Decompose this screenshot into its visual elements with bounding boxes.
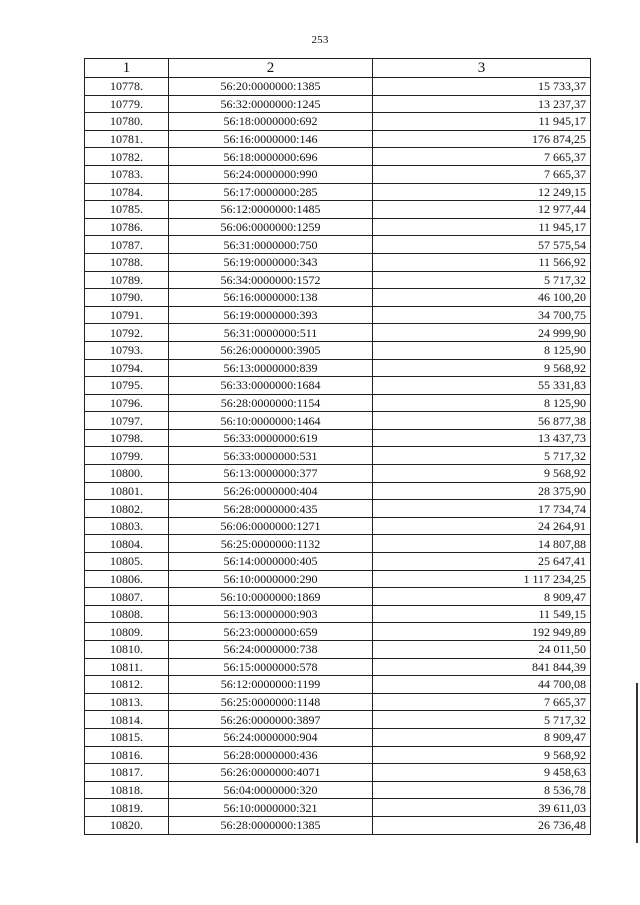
value-cell: 841 844,39 — [373, 658, 591, 676]
cadastral-number-cell: 56:26:0000000:404 — [169, 482, 373, 500]
cadastral-number-cell: 56:33:0000000:531 — [169, 447, 373, 465]
row-number-cell: 10778. — [85, 78, 169, 96]
table-row — [85, 130, 591, 148]
cadastral-number-cell: 56:10:0000000:290 — [169, 570, 373, 588]
row-number-cell: 10789. — [85, 271, 169, 289]
value-cell: 55 331,83 — [373, 377, 591, 395]
table-row — [85, 623, 591, 641]
cadastral-number-cell: 56:24:0000000:990 — [169, 165, 373, 183]
table-row — [85, 377, 591, 395]
row-number-cell: 10811. — [85, 658, 169, 676]
row-number-cell: 10805. — [85, 553, 169, 571]
table-row — [85, 183, 591, 201]
table-row — [85, 429, 591, 447]
value-cell: 9 568,92 — [373, 746, 591, 764]
row-number-cell: 10781. — [85, 130, 169, 148]
value-cell: 8 536,78 — [373, 781, 591, 799]
cadastral-number-cell: 56:17:0000000:285 — [169, 183, 373, 201]
table-row — [85, 728, 591, 746]
row-number-cell: 10785. — [85, 201, 169, 219]
cadastral-number-cell: 56:14:0000000:405 — [169, 553, 373, 571]
cadastral-number-cell: 56:10:0000000:321 — [169, 799, 373, 817]
row-number-cell: 10794. — [85, 359, 169, 377]
row-number-cell: 10795. — [85, 377, 169, 395]
value-cell: 8 125,90 — [373, 394, 591, 412]
row-number-cell: 10792. — [85, 324, 169, 342]
row-number-cell: 10788. — [85, 253, 169, 271]
value-cell: 9 568,92 — [373, 359, 591, 377]
row-number-cell: 10818. — [85, 781, 169, 799]
value-cell: 5 717,32 — [373, 447, 591, 465]
table-row — [85, 570, 591, 588]
cadastral-number-cell: 56:31:0000000:750 — [169, 236, 373, 254]
table-row — [85, 799, 591, 817]
cadastral-number-cell: 56:18:0000000:692 — [169, 113, 373, 131]
value-cell: 28 375,90 — [373, 482, 591, 500]
cadastral-number-cell: 56:13:0000000:377 — [169, 465, 373, 483]
cadastral-number-cell: 56:12:0000000:1485 — [169, 201, 373, 219]
column-header-2: 2 — [169, 59, 373, 78]
table-row — [85, 165, 591, 183]
value-cell: 15 733,37 — [373, 78, 591, 96]
value-cell: 11 549,15 — [373, 605, 591, 623]
row-number-cell: 10808. — [85, 605, 169, 623]
cadastral-number-cell: 56:15:0000000:578 — [169, 658, 373, 676]
table-row — [85, 412, 591, 430]
value-cell: 44 700,08 — [373, 676, 591, 694]
table-row — [85, 289, 591, 307]
row-number-cell: 10816. — [85, 746, 169, 764]
table-row — [85, 517, 591, 535]
table-row — [85, 253, 591, 271]
row-number-cell: 10813. — [85, 693, 169, 711]
row-number-cell: 10783. — [85, 165, 169, 183]
row-number-cell: 10787. — [85, 236, 169, 254]
cadastral-number-cell: 56:06:0000000:1271 — [169, 517, 373, 535]
row-number-cell: 10812. — [85, 676, 169, 694]
row-number-cell: 10810. — [85, 641, 169, 659]
row-number-cell: 10791. — [85, 306, 169, 324]
value-cell: 5 717,32 — [373, 711, 591, 729]
table-row — [85, 588, 591, 606]
row-number-cell: 10799. — [85, 447, 169, 465]
cadastral-number-cell: 56:25:0000000:1148 — [169, 693, 373, 711]
column-header-3: 3 — [373, 59, 591, 78]
table-row — [85, 465, 591, 483]
value-cell: 46 100,20 — [373, 289, 591, 307]
cadastral-number-cell: 56:31:0000000:511 — [169, 324, 373, 342]
cadastral-number-cell: 56:28:0000000:436 — [169, 746, 373, 764]
cadastral-number-cell: 56:28:0000000:1154 — [169, 394, 373, 412]
row-number-cell: 10809. — [85, 623, 169, 641]
table-row — [85, 95, 591, 113]
row-number-cell: 10796. — [85, 394, 169, 412]
row-number-cell: 10779. — [85, 95, 169, 113]
table-row — [85, 78, 591, 96]
cadastral-number-cell: 56:28:0000000:1385 — [169, 816, 373, 834]
row-number-cell: 10806. — [85, 570, 169, 588]
row-number-cell: 10803. — [85, 517, 169, 535]
value-cell: 39 611,03 — [373, 799, 591, 817]
value-cell: 11 945,17 — [373, 113, 591, 131]
table-row — [85, 324, 591, 342]
value-cell: 24 011,50 — [373, 641, 591, 659]
cadastral-number-cell: 56:28:0000000:435 — [169, 500, 373, 518]
value-cell: 9 458,63 — [373, 764, 591, 782]
table-header — [85, 59, 591, 78]
value-cell: 24 999,90 — [373, 324, 591, 342]
cadastral-value-table — [84, 58, 591, 835]
value-cell: 17 734,74 — [373, 500, 591, 518]
value-cell: 7 665,37 — [373, 148, 591, 166]
table-row — [85, 236, 591, 254]
row-number-cell: 10793. — [85, 341, 169, 359]
cadastral-number-cell: 56:33:0000000:1684 — [169, 377, 373, 395]
value-cell: 24 264,91 — [373, 517, 591, 535]
value-cell: 7 665,37 — [373, 693, 591, 711]
table-row — [85, 218, 591, 236]
value-cell: 11 566,92 — [373, 253, 591, 271]
value-cell: 8 909,47 — [373, 728, 591, 746]
table-row — [85, 676, 591, 694]
cadastral-number-cell: 56:24:0000000:904 — [169, 728, 373, 746]
value-cell: 57 575,54 — [373, 236, 591, 254]
value-cell: 12 249,15 — [373, 183, 591, 201]
table-row — [85, 271, 591, 289]
row-number-cell: 10790. — [85, 289, 169, 307]
value-cell: 8 125,90 — [373, 341, 591, 359]
row-number-cell: 10817. — [85, 764, 169, 782]
header-row — [85, 59, 591, 78]
table-row — [85, 781, 591, 799]
table-row — [85, 359, 591, 377]
cadastral-number-cell: 56:10:0000000:1464 — [169, 412, 373, 430]
value-cell: 8 909,47 — [373, 588, 591, 606]
table-row — [85, 306, 591, 324]
cadastral-number-cell: 56:10:0000000:1869 — [169, 588, 373, 606]
table-row — [85, 535, 591, 553]
value-cell: 7 665,37 — [373, 165, 591, 183]
cadastral-number-cell: 56:06:0000000:1259 — [169, 218, 373, 236]
row-number-cell: 10800. — [85, 465, 169, 483]
table-row — [85, 711, 591, 729]
cadastral-number-cell: 56:16:0000000:146 — [169, 130, 373, 148]
cadastral-number-cell: 56:19:0000000:393 — [169, 306, 373, 324]
value-cell: 13 437,73 — [373, 429, 591, 447]
cadastral-number-cell: 56:20:0000000:1385 — [169, 78, 373, 96]
value-cell: 13 237,37 — [373, 95, 591, 113]
cadastral-number-cell: 56:26:0000000:3905 — [169, 341, 373, 359]
table-row — [85, 482, 591, 500]
value-cell: 26 736,48 — [373, 816, 591, 834]
value-cell: 56 877,38 — [373, 412, 591, 430]
table-row — [85, 641, 591, 659]
table-row — [85, 113, 591, 131]
value-cell: 5 717,32 — [373, 271, 591, 289]
row-number-cell: 10784. — [85, 183, 169, 201]
value-cell: 34 700,75 — [373, 306, 591, 324]
table-row — [85, 341, 591, 359]
row-number-cell: 10807. — [85, 588, 169, 606]
page-number: 253 — [311, 34, 329, 46]
cadastral-number-cell: 56:33:0000000:619 — [169, 429, 373, 447]
cadastral-number-cell: 56:16:0000000:138 — [169, 289, 373, 307]
table-row — [85, 553, 591, 571]
cadastral-number-cell: 56:19:0000000:343 — [169, 253, 373, 271]
row-number-cell: 10804. — [85, 535, 169, 553]
cadastral-number-cell: 56:04:0000000:320 — [169, 781, 373, 799]
cadastral-number-cell: 56:26:0000000:4071 — [169, 764, 373, 782]
value-cell: 11 945,17 — [373, 218, 591, 236]
table-row — [85, 816, 591, 834]
row-number-cell: 10798. — [85, 429, 169, 447]
table-row — [85, 658, 591, 676]
row-number-cell: 10819. — [85, 799, 169, 817]
value-cell: 9 568,92 — [373, 465, 591, 483]
table-row — [85, 148, 591, 166]
value-cell: 176 874,25 — [373, 130, 591, 148]
cadastral-number-cell: 56:13:0000000:839 — [169, 359, 373, 377]
table-row — [85, 500, 591, 518]
cadastral-number-cell: 56:34:0000000:1572 — [169, 271, 373, 289]
table-row — [85, 764, 591, 782]
cadastral-number-cell: 56:24:0000000:738 — [169, 641, 373, 659]
table-body — [85, 78, 591, 835]
table-row — [85, 201, 591, 219]
value-cell: 192 949,89 — [373, 623, 591, 641]
row-number-cell: 10814. — [85, 711, 169, 729]
table-row — [85, 447, 591, 465]
table-row — [85, 693, 591, 711]
row-number-cell: 10820. — [85, 816, 169, 834]
cadastral-number-cell: 56:25:0000000:1132 — [169, 535, 373, 553]
table-row — [85, 605, 591, 623]
cadastral-number-cell: 56:12:0000000:1199 — [169, 676, 373, 694]
row-number-cell: 10797. — [85, 412, 169, 430]
cadastral-number-cell: 56:18:0000000:696 — [169, 148, 373, 166]
table-row — [85, 394, 591, 412]
cadastral-number-cell: 56:13:0000000:903 — [169, 605, 373, 623]
cadastral-number-cell: 56:23:0000000:659 — [169, 623, 373, 641]
value-cell: 1 117 234,25 — [373, 570, 591, 588]
table-row — [85, 746, 591, 764]
column-header-1: 1 — [85, 59, 169, 78]
margin-scan-mark — [636, 683, 638, 843]
row-number-cell: 10802. — [85, 500, 169, 518]
row-number-cell: 10815. — [85, 728, 169, 746]
cadastral-number-cell: 56:26:0000000:3897 — [169, 711, 373, 729]
row-number-cell: 10801. — [85, 482, 169, 500]
row-number-cell: 10786. — [85, 218, 169, 236]
cadastral-number-cell: 56:32:0000000:1245 — [169, 95, 373, 113]
row-number-cell: 10780. — [85, 113, 169, 131]
value-cell: 25 647,41 — [373, 553, 591, 571]
row-number-cell: 10782. — [85, 148, 169, 166]
value-cell: 12 977,44 — [373, 201, 591, 219]
value-cell: 14 807,88 — [373, 535, 591, 553]
